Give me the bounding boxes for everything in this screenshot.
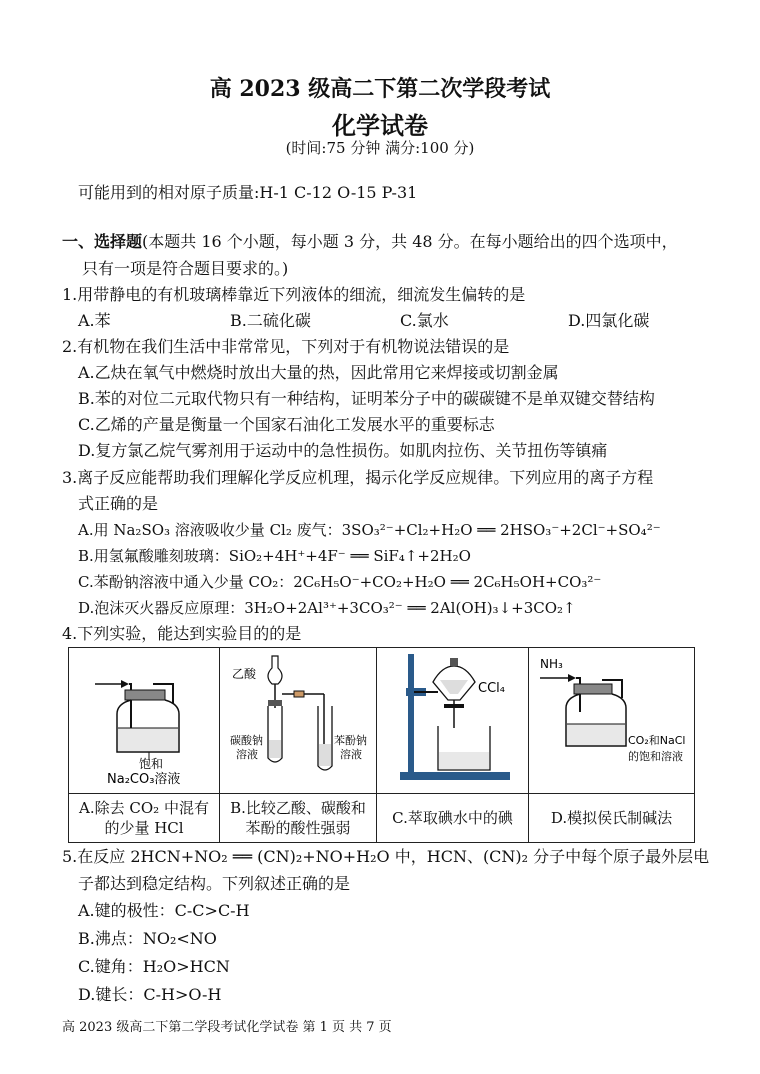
section-label: 一、选择题 xyxy=(62,232,143,251)
fig-b-right-label-2: 溶液 xyxy=(340,748,362,761)
q4-figure-a xyxy=(69,648,220,794)
q1-stem: 1.用带静电的有机玻璃棒靠近下列液体的细流，细流发生偏转的是 xyxy=(62,285,526,304)
q3-option-c: C.苯酚钠溶液中通入少量 CO₂：2C₆H₅O⁻+CO₂+H₂O ══ 2C₆H₅OH+CO₃²⁻ xyxy=(78,573,602,591)
section-heading xyxy=(62,232,678,252)
q4-option-b: B.比较乙酸、碳酸和 苯酚的酸性强弱 xyxy=(220,794,377,843)
q4-figure-d xyxy=(529,648,695,794)
fig-b-left-label-1: 碳酸钠 xyxy=(230,734,263,747)
q3-option-b: B.用氢氟酸雕刻玻璃：SiO₂+4H⁺+4F⁻ ══ SiF₄↑+2H₂O xyxy=(78,547,471,565)
q1-option-a: A.苯 xyxy=(78,311,111,330)
fig-d-gas-label: NH₃ xyxy=(539,657,563,671)
q4-figure-b xyxy=(220,648,377,794)
fig-a-label-2: Na₂CO₃溶液 xyxy=(107,772,181,787)
q5-option-d: D.键长：C-H>O-H xyxy=(78,985,222,1004)
fig-a-label-1: 饱和 xyxy=(139,757,164,771)
atomic-masses: 可能用到的相对原子质量:H-1 C-12 O-15 P-31 xyxy=(78,183,418,202)
q5-stem-cont: 子都达到稳定结构。下列叙述正确的是 xyxy=(78,874,351,893)
q4-stem: 4.下列实验，能达到实验目的的是 xyxy=(62,624,302,643)
q5-option-c: C.键角：H₂O>HCN xyxy=(78,957,230,976)
q5-option-b: B.沸点：NO₂<NO xyxy=(78,929,217,948)
q4-option-d: D.模拟侯氏制碱法 xyxy=(529,794,695,843)
fig-d-label-2: 的饱和溶液 xyxy=(627,750,683,763)
section-desc: (本题共 16 个小题，每小题 3 分，共 48 分。在每小题给出的四个选项中， xyxy=(142,232,678,251)
q4-experiment-table xyxy=(68,647,695,843)
fig-b-right-label-1: 苯酚钠 xyxy=(334,734,367,747)
fig-c-label: CCl₄ xyxy=(477,681,505,696)
q5-option-a: A.键的极性：C-C>C-H xyxy=(78,901,250,920)
fig-d-label-1: CO₂和NaCl xyxy=(627,734,685,747)
q1-option-b: B.二硫化碳 xyxy=(230,311,311,330)
exam-meta: (时间:75 分钟 满分:100 分) xyxy=(285,139,475,157)
fig-b-left-label-2: 溶液 xyxy=(236,748,258,761)
q2-option-d: D.复方氯乙烷气雾剂用于运动中的急性损伤。如肌肉拉伤、关节扭伤等镇痛 xyxy=(78,441,608,460)
q3-option-a: A.用 Na₂SO₃ 溶液吸收少量 Cl₂ 废气：3SO₃²⁻+Cl₂+H₂O ══ 2HSO₃⁻+2Cl⁻+SO₄²⁻ xyxy=(78,521,661,539)
q4-figure-c xyxy=(377,648,529,794)
q2-stem: 2.有机物在我们生活中非常常见，下列对于有机物说法错误的是 xyxy=(62,337,510,356)
q2-option-b: B.苯的对位二元取代物只有一种结构，证明苯分子中的碳碳键不是单双键交替结构 xyxy=(78,389,655,408)
q3-stem: 3.离子反应能帮助我们理解化学反应机理，揭示化学反应规律。下列应用的离子方程 xyxy=(62,468,654,487)
q1-option-c: C.氯水 xyxy=(400,311,449,330)
q2-option-c: C.乙烯的产量是衡量一个国家石油化工发展水平的重要标志 xyxy=(78,415,495,434)
q3-option-d: D.泡沫灭火器反应原理：3H₂O+2Al³⁺+3CO₃²⁻ ══ 2Al(OH)₃↓+3CO₂↑ xyxy=(78,599,576,617)
q1-option-d: D.四氯化碳 xyxy=(568,311,650,330)
q3-stem-cont: 式正确的是 xyxy=(78,494,159,513)
exam-subtitle: 化学试卷 xyxy=(332,111,428,140)
q5-stem: 5.在反应 2HCN+NO₂ ══ (CN)₂+NO+H₂O 中，HCN、(CN)₂ 分子中每个原子最外层电 xyxy=(62,847,710,866)
page-footer: 高 2023 级高二下第二学段考试化学试卷 第 1 页 共 7 页 xyxy=(62,1020,392,1035)
q2-option-a: A.乙炔在氧气中燃烧时放出大量的热，因此常用它来焊接或切割金属 xyxy=(78,363,559,382)
exam-title: 高 2023 级高二下第二次学段考试 xyxy=(209,76,551,102)
q4-option-c: C.萃取碘水中的碘 xyxy=(377,794,529,843)
fig-b-acid-label: 乙酸 xyxy=(232,667,257,681)
section-desc-cont: 只有一项是符合题目要求的。) xyxy=(82,259,289,278)
q4-option-a: A.除去 CO₂ 中混有 的少量 HCl xyxy=(69,794,220,843)
